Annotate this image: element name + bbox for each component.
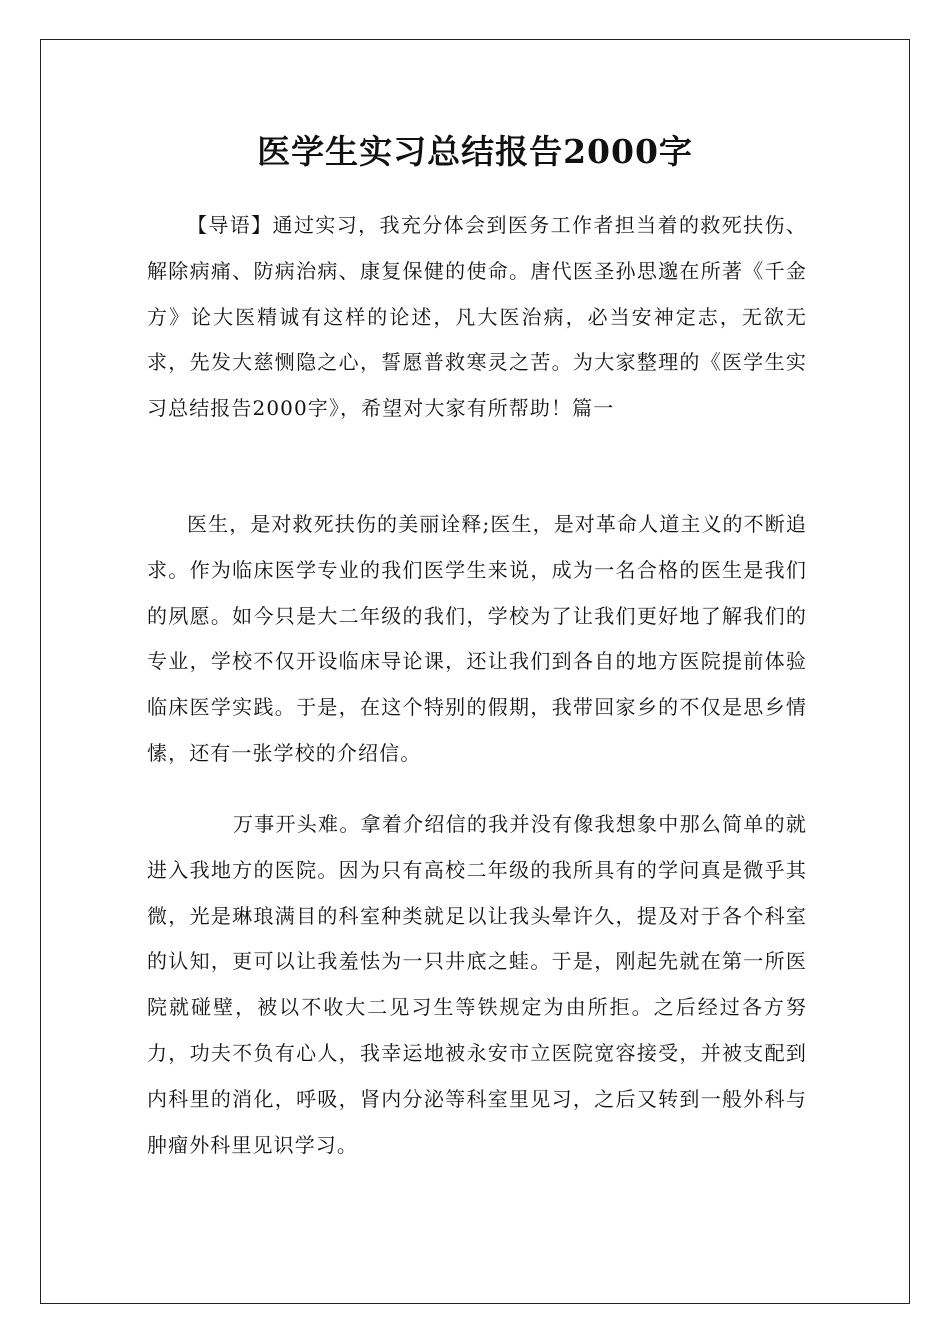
paragraph-intro: 【导语】通过实习，我充分体会到医务工作者担当着的救死扶伤、解除病痛、防病治病、康复保健的使命。唐代医圣孙思邈在所著《千金方》论大医精诚有这样的论述，凡大医治病，必当安神定志，无欲无求，先发大慈恻隐之心，誓愿普救寒灵之苦。为大家整理的《医学生实习总结报告2000字》，希望对大家有所帮助！篇一 (147, 213, 807, 421)
paragraph-body-1: 医生，是对救死扶伤的美丽诠释;医生，是对革命人道主义的不断追求。作为临床医学专业的我们医学生来说，成为一名合格的医生是我们的夙愿。如今只是大二年级的我们，学校为了让我们更好地了解我们的专业，学校不仅开设临床导论课，还让我们到各自的地方医院提前体验临床医学实践。于是，在这个特别的假期，我带回家乡的不仅是思乡情愫，还有一张学校的介绍信。 (147, 512, 807, 765)
paragraph-body-2: 万事开头难。拿着介绍信的我并没有像我想象中那么简单的就进入我地方的医院。因为只有高校二年级的我所具有的学问真是微乎其微，光是琳琅满目的科室种类就足以让我头晕许久，提及对于各个科室的认知，更可以让我羞怯为一只井底之蛙。于是，刚起先就在第一所医院就碰壁，被以不收大二见习生等铁规定为由所拒。之后经过各方努力，功夫不负有心人，我幸运地被永安市立医院宽容接受，并被支配到内科里的消化，呼吸，肾内分泌等科室里见习，之后又转到一般外科与肿瘤外科里见识学习。 (147, 812, 807, 1157)
document-title: 医学生实习总结报告2000字 (257, 132, 693, 171)
